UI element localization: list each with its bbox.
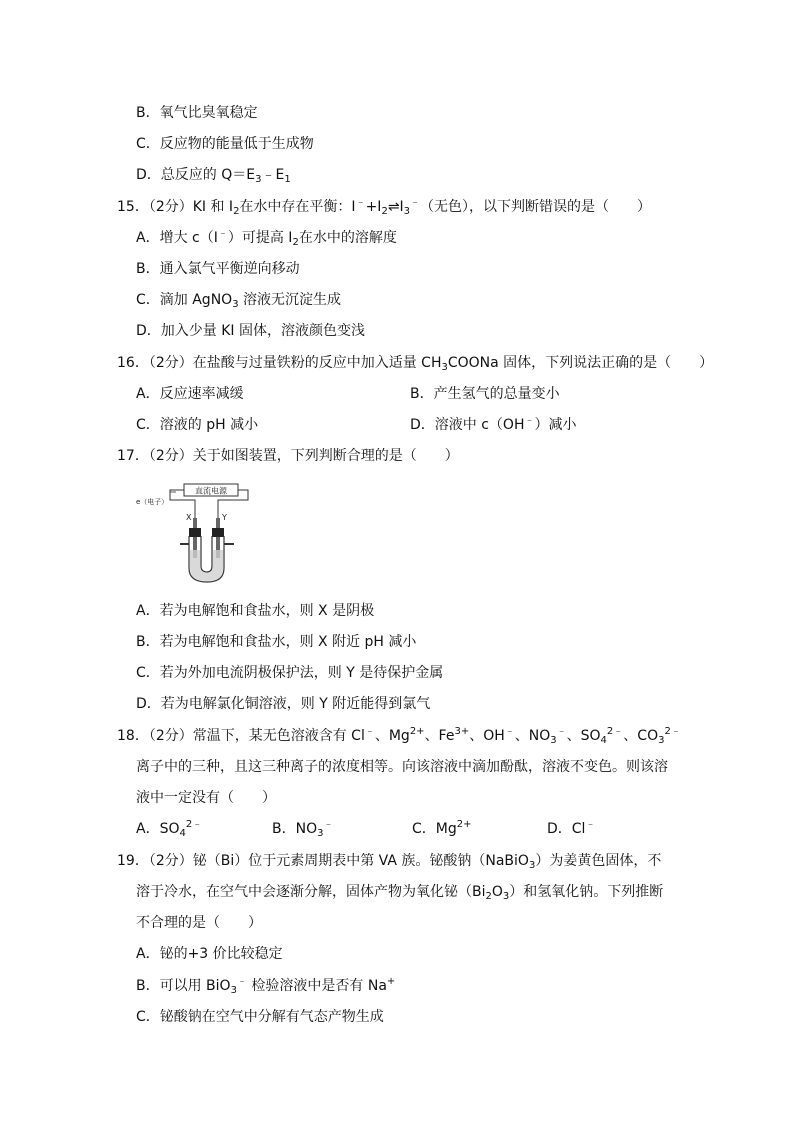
q17-option-a: A．若为电解饱和食盐水，则 X 是阴极	[136, 603, 375, 619]
q16-option-a: A．反应速率减缓	[136, 386, 244, 402]
q16-option-d: D．溶液中 c（OH﹣）减小	[410, 415, 577, 433]
q17-stem: 17．（2分）关于如图装置，下列判断合理的是（ ）	[117, 448, 459, 464]
q17-option-d: D．若为电解氯化铜溶液，则 Y 附近能得到氯气	[136, 696, 431, 712]
q18-option-d: D．Cl﹣	[547, 819, 596, 837]
q15-option-a: A．增大 c（I﹣）可提高 $I_2$在水中的溶解度	[136, 228, 397, 248]
q19-stem-line2: 溶于冷水，在空气中会逐渐分解，固体产物为氧化铋$(Bi_2O_3)$和氢氧化钠。下列推断	[136, 884, 664, 902]
solution	[190, 550, 223, 581]
q14-option-b: B．氧气比臭氧稳定	[136, 105, 258, 121]
electrode-label-y: Y	[222, 513, 227, 522]
q15-option-b: B．通入氯气平衡逆向移动	[136, 261, 300, 277]
q16-stem: 16．（2分）在盐酸与过量铁粉的反应中加入适量 $CH_3COONa$ 固体，下列说法正确的是（ ）	[117, 355, 714, 373]
stopper-left	[189, 528, 201, 537]
q14-option-d: D．总反应的 $Q=E_3﹣E_1$	[136, 167, 291, 185]
electrolysis-diagram	[136, 478, 266, 588]
stopper-right	[212, 528, 224, 537]
q18-option-a: A．$SO_4^{2﹣}$	[136, 819, 203, 839]
q19-option-a: A．铋的+3 价比较稳定	[136, 946, 283, 962]
q17-option-c: C．若为外加电流阴极保护法，则 Y 是待保护金属	[136, 665, 444, 681]
electrode-label-x: X	[186, 513, 192, 522]
electron-label: e（电子）	[136, 498, 169, 506]
q19-option-b: B．可以用 BiO$_3$﹣ 检验溶液中是否有 Na+	[136, 976, 396, 996]
power-supply-label: 直流电源	[195, 486, 227, 496]
q19-stem-line1: 19．（2分）铋（Bi）位于元素周期表中第 VA 族。铋酸钠（NaBiO$_3$）为姜黄色固体，不	[117, 853, 662, 871]
q16-option-b: B．产生氢气的总量变小	[410, 386, 560, 402]
q18-stem-line2: 离子中的三种，且这三种离子的浓度相等。向该溶液中滴加酚酞，溶液不变色。则该溶	[136, 759, 668, 775]
q18-option-b: B．$NO_3^﹣$	[272, 819, 334, 839]
q18-stem-line3: 液中一定没有（ ）	[136, 790, 276, 806]
q15-stem: 15．（2分）KI 和 $I_2$在水中存在平衡：$I^﹣+I_2\rightleftharpoons I_3^﹣$（无色），以下判断错误的是（ ）	[117, 197, 652, 217]
u-tube-inner	[201, 536, 212, 572]
q18-option-c: C．$Mg^{2+}$	[412, 819, 472, 837]
q16-option-c: C．溶液的 pH 减小	[136, 417, 259, 433]
q15-option-d: D．加入少量 KI 固体，溶液颜色变浅	[136, 323, 365, 339]
q17-option-b: B．若为电解饱和食盐水，则 X 附近 pH 减小	[136, 634, 417, 650]
q19-option-c: C．铋酸钠在空气中分解有气态产物生成	[136, 1009, 384, 1025]
q14-option-c: C．反应物的能量低于生成物	[136, 136, 314, 152]
q18-stem-line1: 18．（2分）常温下，某无色溶液含有 Cl﹣、$Mg^{2+}$、$Fe^{3+}$、OH﹣、$NO_3^﹣$、$SO_4^{2﹣}$、$CO_3^{2﹣}$	[117, 726, 681, 746]
q15-option-c: C．滴加 AgNO$_3$ 溶液无沉淀生成	[136, 292, 342, 310]
q19-stem-line3: 不合理的是（ ）	[136, 915, 262, 931]
